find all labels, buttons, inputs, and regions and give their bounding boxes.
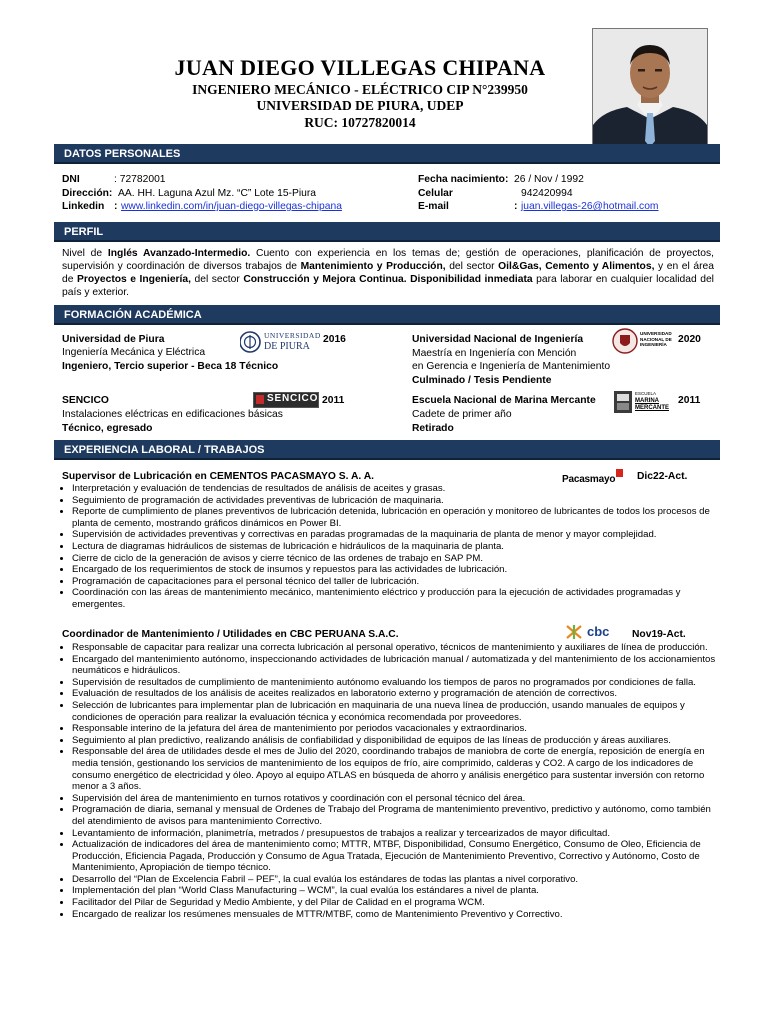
duty-item: • Implementación del plan “World Class Manufacturing – WCM”, la cual evalúa los estándares a nivel de planta. [72, 885, 716, 897]
phone-value: 942420994 [521, 188, 573, 199]
profile-photo [592, 28, 708, 150]
udep-year: 2016 [323, 334, 346, 345]
marina-status: Retirado [412, 423, 454, 434]
section-header-personal: DATOS PERSONALES [54, 144, 720, 164]
birthdate-value: 26 / Nov / 1992 [514, 174, 584, 185]
linkedin-link[interactable]: www.linkedin.com/in/juan-diego-villegas-chipana [121, 201, 342, 212]
email-separator: : [514, 201, 518, 212]
job2-bullet-list [62, 642, 716, 920]
profession-line: INGENIERO MECÁNICO - ELÉCTRICO CIP N°239950 [192, 82, 528, 97]
duty-item: • Interpretación y evaluación de tendencias de resultados de análisis de aceites y grasas. [72, 483, 716, 495]
duty-item: • Lectura de diagramas hidráulicos de sistemas de lubricación e hidráulicos de la maquinaria de planta. [72, 541, 716, 553]
uni-degree-line2: en Gerencia e Ingeniería de Mantenimiento [412, 361, 611, 372]
sencico-course: Instalaciones eléctricas en edificaciones básicas [62, 409, 283, 420]
duty-item: • Cierre de ciclo de la generación de avisos y cierre técnico de las ordenes de trabajo en SAP PM. [72, 553, 716, 565]
section-header-profile: PERFIL [54, 222, 720, 242]
marina-year: 2011 [678, 395, 701, 406]
linkedin-label: Linkedin [62, 201, 105, 212]
portrait-image [593, 29, 707, 149]
udep-name: Universidad de Piura [62, 334, 165, 345]
duty-item: • Encargado de realizar los resúmenes mensuales de MTTR/MTBF, como de Mantenimiento Preventivo y Correctivo. [72, 909, 716, 921]
sencico-name: SENCICO [62, 395, 109, 406]
duty-item: • Seguimiento de programación de actividades preventivas de lubricación de maquinaria. [72, 495, 716, 507]
duty-item: • Coordinación con las áreas de mantenimiento mecánico, mantenimiento eléctrico y producción para la ejecución de actividades programadas y emergentes. [72, 587, 716, 610]
section-header-experience: EXPERIENCIA LABORAL / TRABAJOS [54, 440, 720, 460]
job2-title: Coordinador de Mantenimiento / Utilidades en CBC PERUANA S.A.C. [62, 629, 399, 640]
marina-name: Escuela Nacional de Marina Mercante [412, 395, 596, 406]
duty-item: • Supervisión de resultados de cumplimiento de mantenimiento autónomo evaluando los tiempos de paros no programados por condiciones de falla. [72, 677, 716, 689]
job1-duties [62, 483, 716, 611]
uni-name: Universidad Nacional de Ingeniería [412, 334, 584, 345]
birthdate-label: Fecha nacimiento: [418, 174, 509, 185]
dni-label: DNI [62, 174, 80, 185]
duty-item: • Encargado del mantenimiento autónomo, inspeccionando actividades de lubricación manual / automatizada y del mantenimiento de los accionamientos neumáticos e hidráulicos. [72, 654, 716, 677]
pacasmayo-logo: Pacasmayo [562, 469, 632, 482]
job2-duties [62, 642, 716, 920]
duty-item: • Programación de diaria, semanal y mensual de Ordenes de Trabajo del Programa de mantenimiento preventivo, predictivo y autónomo, como también del atendimiento de avisos para mantenimiento Correctivo. [72, 804, 716, 827]
phone-label: Celular [418, 188, 453, 199]
sencico-year: 2011 [322, 395, 345, 406]
university-line: UNIVERSIDAD DE PIURA, UDEP [256, 98, 464, 113]
address-label: Dirección: [62, 188, 113, 199]
udep-logo: UNIVERSIDAD DE PIURA [240, 329, 318, 355]
uni-logo: UNIVERSIDAD NACIONAL DE INGENIERÍA [612, 328, 674, 354]
marina-logo: ESCUELA MARINA MERCANTE [614, 391, 672, 417]
duty-item: • Levantamiento de información, planimetría, metrados / presupuestos de trabajos a realizar y tercearizados de mayor dificultad. [72, 828, 716, 840]
dni-value: : 72782001 [114, 174, 166, 185]
duty-item: • Desarrollo del “Plan de Excelencia Fabril – PEF”, la cual evalúa los estándares de todas las plantas a nivel corporativo. [72, 874, 716, 886]
uni-status: Culminado / Tesis Pendiente [412, 375, 552, 386]
duty-item: • Selección de lubricantes para implementar plan de lubricación en maquinaria de una nueva línea de producción, usando manuales de equipos y condiciones de operación para realizar la evaluación técnica y económica recomendada por proveedores. [72, 700, 716, 723]
duty-item: • Encargado de los requerimientos de stock de insumos y repuestos para las actividades de lubricación. [72, 564, 716, 576]
job1-dates: Dic22-Act. [637, 471, 688, 482]
duty-item: • Responsable de capacitar para realizar una correcta lubricación al personal operativo, técnicos de mantenimiento y auxiliares de línea de producción. [72, 642, 716, 654]
linkedin-separator: : [114, 201, 118, 212]
duty-item: • Supervisión del área de mantenimiento en turnos rotativos y coordinación con el personal técnico del área. [72, 793, 716, 805]
sencico-logo: SENCICO [253, 392, 319, 408]
profile-paragraph: Nivel de Inglés Avanzado-Intermedio. Cuento con experiencia en los temas de; gestión de operaciones, planificación de proyectos, supervisión y coordinación de diversos trabajos de Mantenimiento y Producción, del sector Oil&Gas, Cemento y Alimentos, y en el área de Proyectos e Ingeniería, del sector Construcción y Mejora Continua. Disponibilidad inmediata para laborar en cualquier localidad del país y exterior. [62, 248, 714, 298]
job1-title: Supervisor de Lubricación en CEMENTOS PACASMAYO S. A. A. [62, 471, 375, 482]
marina-course: Cadete de primer año [412, 409, 512, 420]
section-header-education: FORMACIÓN ACADÉMICA [54, 305, 720, 325]
sencico-status: Técnico, egresado [62, 423, 153, 434]
uni-year: 2020 [678, 334, 701, 345]
uni-degree-line1: Maestría en Ingeniería con Mención [412, 348, 577, 359]
email-link[interactable]: juan.villegas-26@hotmail.com [521, 201, 659, 212]
email-label: E-mail [418, 201, 449, 212]
udep-status: Ingeniero, Tercio superior - Beca 18 Técnico [62, 361, 279, 372]
duty-item: • Reporte de cumplimiento de planes preventivos de lubricación detenida, lubricación en operación y monitoreo de lubricantes de todos los procesos de planta de cemento, mostrando gráficos dinámicos en Power BI. [72, 506, 716, 529]
address-value: AA. HH. Laguna Azul Mz. “C” Lote 15-Piura [118, 188, 317, 199]
candidate-name: JUAN DIEGO VILLEGAS CHIPANA [174, 55, 546, 80]
sencico-mark-icon [256, 395, 264, 404]
job1-bullet-list [62, 483, 716, 611]
duty-item: • Responsable del área de utilidades desde el mes de Julio del 2020, coordinando trabajos de maniobra de corte de energía, reposición de energía en media tensión, gestionando los servicios de mantenimiento de los equipos de frío, aire comprimido, calderas y CO2. A cargo de los indicadores de consumo energético de electricidad y óleo. Apoyo al equipo ATLAS en búsqueda de ahorro y análisis energético para sustentar inversión con retorno menor a 3 años. [72, 746, 716, 792]
duty-item: • Seguimiento al plan predictivo, realizando análisis de confiabilidad y disponibilidad de equipos de las líneas de producción y áreas auxiliares. [72, 735, 716, 747]
duty-item: • Evaluación de resultados de los análisis de aceites realizados en laboratorio externo y programación de atención de correctivos. [72, 688, 716, 700]
marina-crest-icon [614, 391, 632, 413]
duty-item: • Responsable interino de la jefatura del área de mantenimiento por periodos vacacionales y extraordinarios. [72, 723, 716, 735]
job2-dates: Nov19-Act. [632, 629, 686, 640]
ruc-line: RUC: 10727820014 [304, 115, 416, 130]
udep-degree: Ingeniería Mecánica y Eléctrica [62, 347, 206, 358]
duty-item: • Supervisión de actividades preventivas y correctivas en paradas programadas de la maquinaria de planta de menor y mayor complejidad. [72, 529, 716, 541]
duty-item: • Facilitador del Pilar de Seguridad y Medio Ambiente, y del Pilar de Calidad en el programa WCM. [72, 897, 716, 909]
cbc-star-icon [563, 624, 585, 640]
uni-shield-icon [612, 328, 638, 354]
cbc-logo: cbc [563, 624, 623, 640]
pacasmayo-mark-icon [616, 469, 623, 477]
duty-item: • Actualización de indicadores del área de mantenimiento como; MTTR, MTBF, Disponibilidad, Consumo Energético, Consumo de Oleo, Eficiencia de Producción, Eficiencia Pagada, Producción y Consumo de Agua Tratada, Ejecución de Mantenimiento Preventivo, Correctivo y Autónomo, Costo de Mantenimiento, Apropiación de tiempo técnico. [72, 839, 716, 874]
duty-item: • Programación de capacitaciones para el personal técnico del taller de lubricación. [72, 576, 716, 588]
